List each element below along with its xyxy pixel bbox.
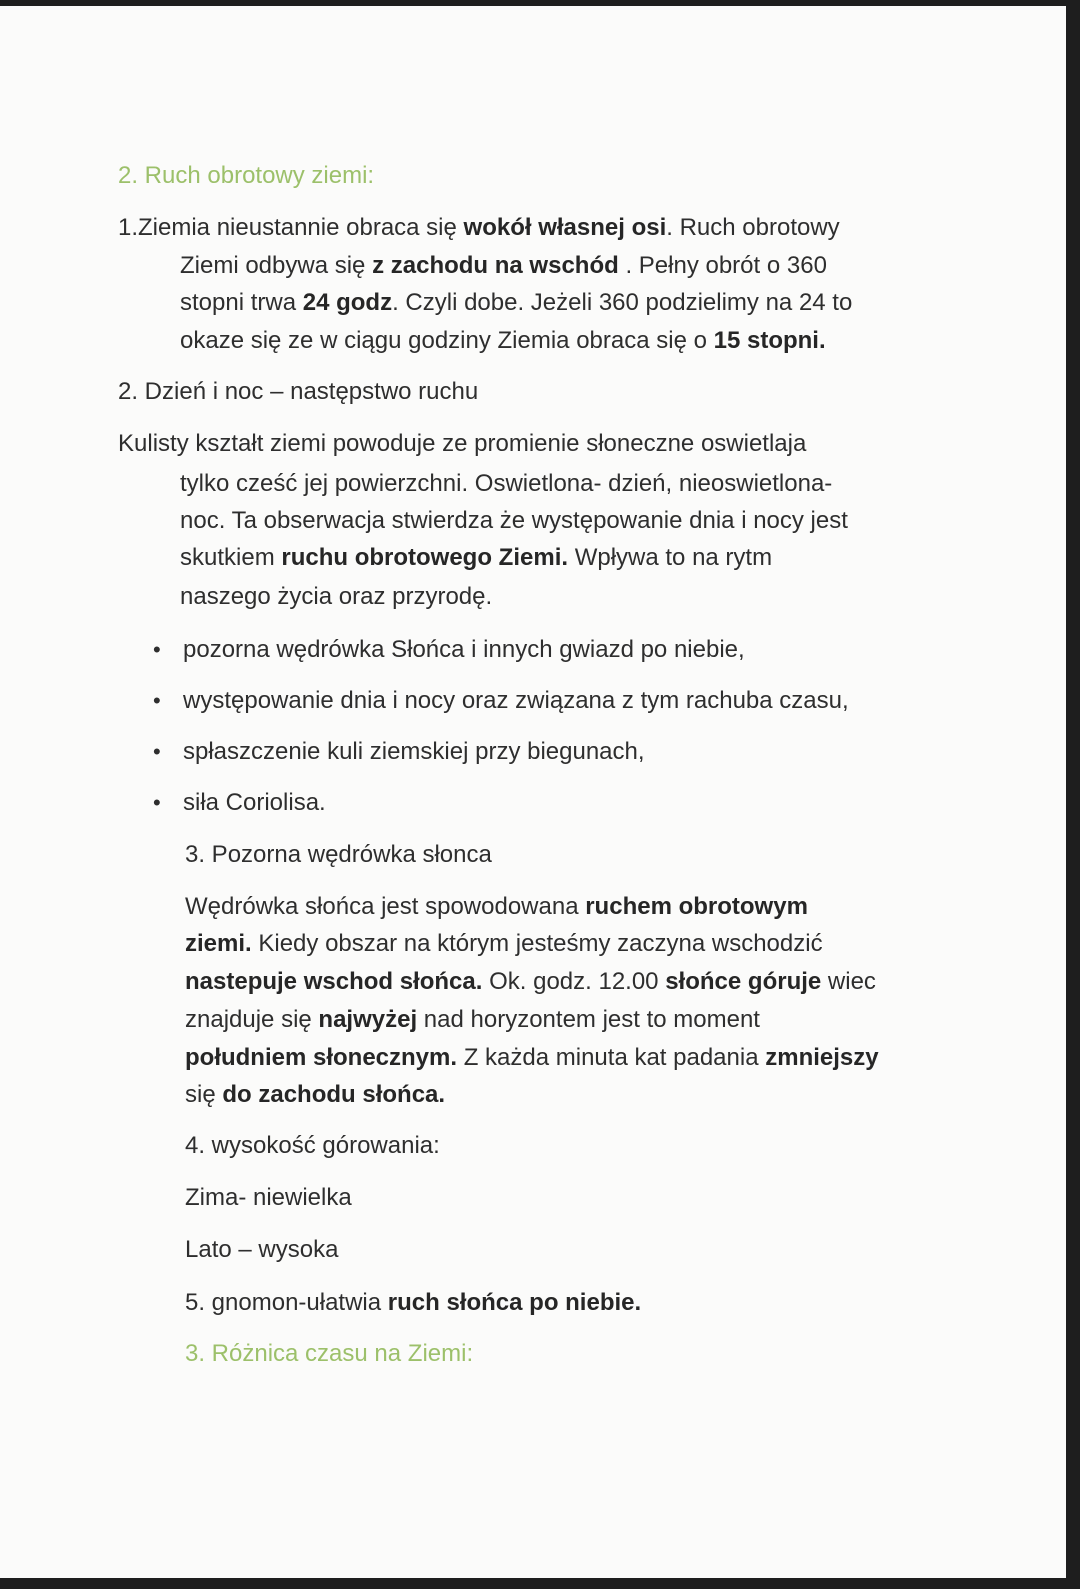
text-line bbox=[180, 288, 852, 318]
text: naszego życia oraz przyrodę. bbox=[180, 583, 493, 610]
bullet-icon: • bbox=[153, 739, 161, 764]
text-line bbox=[180, 582, 492, 612]
text: nad horyzontem jest to moment bbox=[417, 1006, 760, 1033]
section-heading: 3. Różnica czasu na Ziemi: bbox=[185, 1340, 474, 1367]
text-line bbox=[185, 1131, 440, 1161]
text: wiec bbox=[821, 968, 876, 995]
text: się bbox=[185, 1081, 223, 1108]
text: Kulisty kształt ziemi powoduje ze promienie słoneczne oswietlaja bbox=[118, 430, 807, 457]
text: Ok. godz. 12.00 bbox=[482, 968, 666, 995]
text: Lato – wysoka bbox=[185, 1236, 339, 1263]
scan-border-right bbox=[1066, 0, 1080, 1589]
text: 2. Dzień i noc – następstwo ruchu bbox=[118, 378, 479, 405]
text: 3. Pozorna wędrówka słonca bbox=[185, 841, 492, 868]
text: znajduje się bbox=[185, 1006, 319, 1033]
bold-text: 24 godz bbox=[302, 289, 393, 316]
bold-text: słońce góruje bbox=[665, 968, 822, 995]
text-line bbox=[185, 1005, 760, 1035]
text-line bbox=[180, 469, 832, 499]
text-line bbox=[185, 1183, 352, 1213]
text: pozorna wędrówka Słońca i innych gwiazd po niebie, bbox=[183, 636, 745, 663]
text: Ziemi odbywa się bbox=[180, 252, 373, 279]
text: . Pełny obrót o 360 bbox=[618, 252, 827, 279]
text-line bbox=[180, 326, 826, 356]
bullet-icon: • bbox=[153, 637, 161, 662]
text-line bbox=[180, 251, 827, 281]
bullet-item bbox=[183, 635, 745, 665]
text-line bbox=[185, 892, 808, 922]
text-line bbox=[185, 1235, 338, 1265]
text-line bbox=[185, 929, 823, 959]
text-line bbox=[180, 506, 848, 536]
bullet-item bbox=[183, 686, 849, 716]
bold-text: nastepuje wschod słońca. bbox=[185, 968, 483, 995]
text: . Czyli dobe. Jeżeli 360 podzielimy na 24 to bbox=[392, 289, 853, 316]
bold-text: ruchem obrotowym bbox=[585, 893, 808, 920]
bullet-item bbox=[183, 788, 326, 818]
section-heading: 2. Ruch obrotowy ziemi: bbox=[118, 162, 375, 189]
bullet-item bbox=[183, 737, 645, 767]
scan-border-bottom bbox=[0, 1578, 1080, 1589]
text: tylko cześć jej powierzchni. Oswietlona- dzień, nieoswietlona- bbox=[180, 470, 833, 497]
bold-text: do zachodu słońca. bbox=[222, 1081, 446, 1108]
text: Z każda minuta kat padania bbox=[457, 1044, 766, 1071]
text-line bbox=[185, 967, 876, 997]
text: Kiedy obszar na którym jesteśmy zaczyna wschodzić bbox=[251, 930, 823, 957]
text: 1.Ziemia nieustannie obraca się bbox=[118, 214, 464, 241]
bold-text: 15 stopni. bbox=[713, 327, 826, 354]
bold-text: wokół własnej osi bbox=[463, 214, 667, 241]
text: . Ruch obrotowy bbox=[666, 214, 840, 241]
text: noc. Ta obserwacja stwierdza że występowanie dnia i nocy jest bbox=[180, 507, 848, 534]
text-line bbox=[118, 429, 806, 459]
bullet-icon: • bbox=[153, 790, 161, 815]
text-line bbox=[118, 377, 478, 407]
text-line bbox=[185, 1288, 641, 1318]
bold-text: ruch słońca po niebie. bbox=[387, 1289, 642, 1316]
bold-text: ruchu obrotowego Ziemi. bbox=[281, 544, 569, 571]
text: siła Coriolisa. bbox=[183, 789, 326, 816]
bold-text: ziemi. bbox=[185, 930, 252, 957]
text: 4. wysokość górowania: bbox=[185, 1132, 440, 1159]
bold-text: zmniejszy bbox=[765, 1044, 879, 1071]
text-line bbox=[185, 1080, 445, 1110]
text: Wędrówka słońca jest spowodowana bbox=[185, 893, 586, 920]
bullet-icon: • bbox=[153, 688, 161, 713]
text: spłaszczenie kuli ziemskiej przy biegunach, bbox=[183, 738, 645, 765]
bold-text: najwyżej bbox=[318, 1006, 418, 1033]
text-line bbox=[180, 543, 772, 573]
document-page bbox=[0, 6, 1066, 1578]
text-line bbox=[185, 840, 492, 870]
text-line bbox=[185, 1043, 879, 1073]
text: 5. gnomon-ułatwia bbox=[185, 1289, 388, 1316]
text: Zima- niewielka bbox=[185, 1184, 352, 1211]
text: Wpływa to na rytm bbox=[568, 544, 773, 571]
text: skutkiem bbox=[180, 544, 282, 571]
text: występowanie dnia i nocy oraz związana z tym rachuba czasu, bbox=[183, 687, 849, 714]
text: stopni trwa bbox=[180, 289, 303, 316]
text: okaze się ze w ciągu godziny Ziemia obraca się o bbox=[180, 327, 714, 354]
text-line bbox=[118, 213, 840, 243]
bold-text: z zachodu na wschód bbox=[372, 252, 619, 279]
bold-text: południem słonecznym. bbox=[185, 1044, 458, 1071]
